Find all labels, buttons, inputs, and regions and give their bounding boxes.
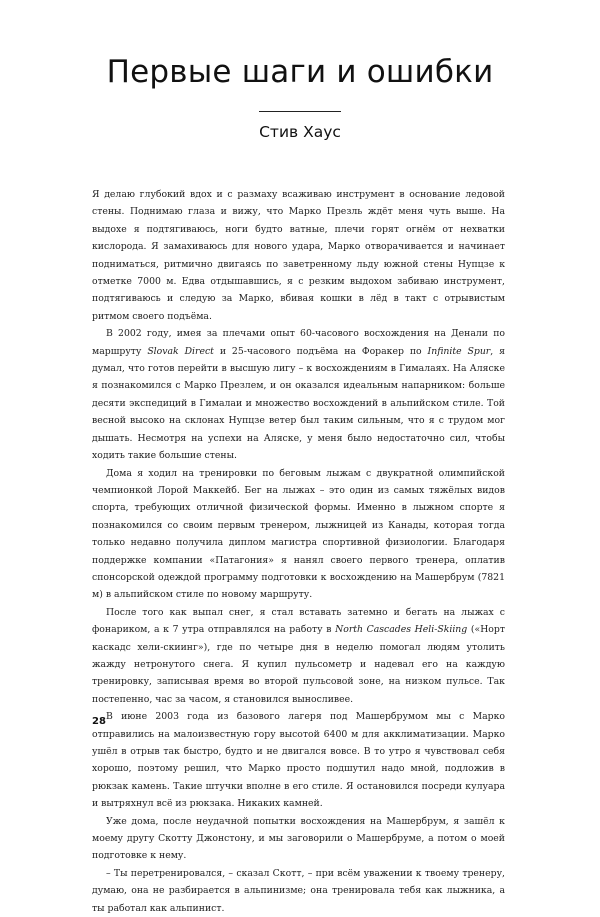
paragraph-text: , я думал, что готов перейти в высшую лигу – к восхождениям в Гималаях. На Аляске я познакомился с Марко Презлем, и он оказался идеальным напарником: больше десяти экспедиций в Гималаи и множество восхождений в альпийском стиле. Той весной высоко на склонах Нупцзе ветер был таким сильным, что я с трудом мог дышать. Несмотря на успехи на Аляске, у меня было недостаточно сил, чтобы ходить такие большие стены.	[92, 345, 505, 462]
paragraph-text: и 25-часового подъёма на Форакер по	[213, 345, 428, 357]
page-title: Первые шаги и ошибки	[106, 54, 494, 90]
paragraph	[92, 186, 505, 325]
paragraph	[92, 465, 505, 604]
page-number: 28	[92, 716, 106, 727]
paragraph-text: – Ты перетренировался, – сказал Скотт, – при всём уважении к твоему тренеру, думаю, она не разбирается в альпинизме; она тренировала тебя как лыжника, а ты работал как альпинист.	[92, 867, 505, 914]
paragraph	[92, 325, 505, 464]
author-name: Стив Хаус	[259, 123, 341, 141]
paragraph-text: Уже дома, после неудачной попытки восхождения на Машербрум, я зашёл к моему другу Скотту Джонстону, и мы заговорили о Машербруме, а потом о моей подготовке к нему.	[92, 815, 505, 862]
paragraph	[92, 708, 505, 812]
paragraph-text: Дома я ходил на тренировки по беговым лыжам с двукратной олимпийской чемпионкой Лорой Маккейб. Бег на лыжах – это один из самых тяжёлых видов спорта, требующих отличной физической формы. Именно в лыжном спорте я познакомился со своим первым тренером, лыжницей из Канады, которая тогда только недавно получила диплом магистра спортивной физиологии. Благодаря поддержке компании «Патагония» я нанял своего первого тренера, оплатив спонсорской одеждой программу подготовки к восхождению на Машербрум (7821 м) в альпийском стиле по новому маршруту.	[92, 467, 505, 601]
paragraph-text: После того как выпал снег, я стал вставать затемно и бегать на лыжах с фонариком, а к 7 утра отправлялся на работу в	[92, 606, 505, 636]
title-divider	[259, 111, 341, 112]
italic-title: North Cascades Heli-Skiing	[335, 624, 468, 636]
paragraph-text: В 2002 году, имея за плечами опыт 60-часового восхождения на Денали по маршруту	[92, 328, 505, 357]
paragraph-text: («Норт каскадс хели-скиинг»), где по четыре дня в неделю помогал людям утолить жажду нетронутого снега. Я купил пульсометр и надевал его на каждую тренировку, записывая время во второй пульсовой зоне, на низком пульсе. Так постепенно, час за часом, я становился выносливее.	[92, 624, 505, 705]
paragraph	[92, 813, 505, 865]
paragraph	[92, 865, 505, 917]
article-body	[92, 186, 505, 917]
paragraph-text: Я делаю глубокий вдох и с размаху всаживаю инструмент в основание ледовой стены. Поднимаю глаза и вижу, что Марко Презль ждёт меня чуть выше. На выдохе я подтягиваюсь, ноги будто ватные, плечи горят огнём от нехватки кислорода. Я замахиваюсь для нового удара, Марко отворачивается и начинает подниматься, ритмично двигаясь по заветренному льду южной стены Нупцзе к отметке 7000 м. Едва отдышавшись, я с резким выдохом забиваю инструмент, подтягиваюсь и следую за Марко, вбивая кошки в лёд в такт с отрывистым ритмом своего подъёма.	[92, 189, 505, 322]
italic-title: Infinite Spur	[427, 345, 491, 357]
paragraph	[92, 604, 505, 708]
paragraph-text: В июне 2003 года из базового лагеря под Машербрумом мы с Марко отправились на малоизвестную гору высотой 6400 м для акклиматизации. Марко ушёл в отрыв так быстро, будто и не двигался вовсе. В то утро я чувствовал себя хорошо, поэтому решил, что Марко просто подшутил надо мной, подложив в рюкзак камень. Такие штучки вполне в его стиле. Я остановился посреди кулуара и вытряхнул всё из рюкзака. Никаких камней.	[92, 711, 505, 810]
italic-title: Slovak Direct	[147, 345, 214, 357]
